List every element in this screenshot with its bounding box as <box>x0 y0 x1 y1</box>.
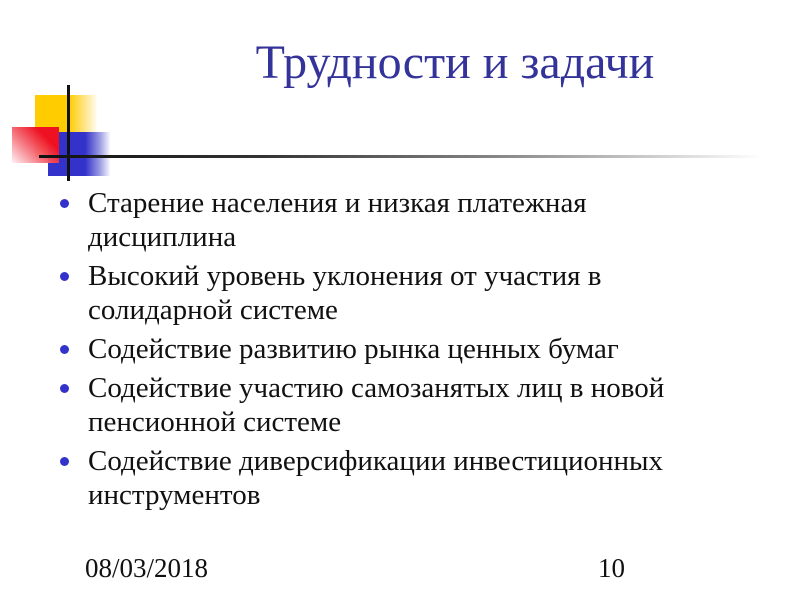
bullet-text: Содействие развитию рынка ценных бумаг <box>88 333 619 365</box>
page-number: 10 <box>598 553 625 583</box>
bullet-dot-icon <box>60 384 69 393</box>
bullet-item <box>55 332 710 366</box>
bullet-item <box>55 444 710 512</box>
title-divider-line <box>39 155 784 158</box>
bullet-item <box>55 371 710 439</box>
bullet-text: Старение населения и низкая платежная дисциплина <box>88 187 587 253</box>
bullet-dot-icon <box>60 272 69 281</box>
bullet-list <box>55 186 710 517</box>
footer-date: 08/03/2018 <box>85 553 209 583</box>
bullet-dot-icon <box>60 199 69 208</box>
slide-title: Трудности и задачи <box>255 36 655 89</box>
decor-vertical-line <box>67 85 70 181</box>
bullet-dot-icon <box>60 457 69 466</box>
bullet-item <box>55 259 710 327</box>
bullet-item <box>55 186 710 254</box>
bullet-dot-icon <box>60 345 69 354</box>
bullet-text: Содействие диверсификации инвестиционных инструментов <box>88 445 664 511</box>
decorative-squares <box>0 0 200 200</box>
bullet-text: Содействие участию самозанятых лиц в новой пенсионной системе <box>88 372 665 438</box>
bullet-text: Высокий уровень уклонения от участия в солидарной системе <box>88 260 602 326</box>
